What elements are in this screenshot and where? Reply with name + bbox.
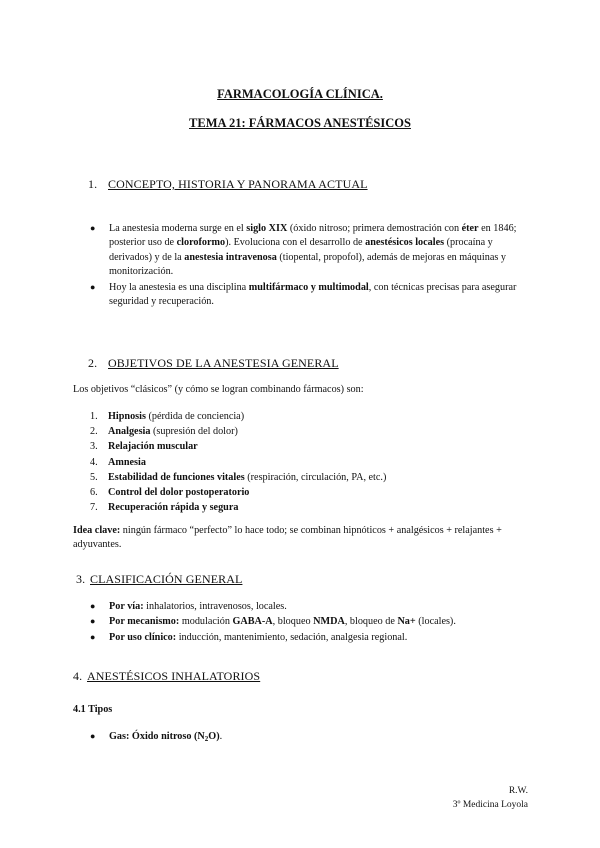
- bullet-icon: ●: [90, 631, 96, 642]
- bullet-icon: ●: [90, 616, 96, 627]
- footer-course: 3º Medicina Loyola: [452, 800, 528, 810]
- key-idea: [73, 524, 528, 553]
- section-3-title: CLASIFICACIÓN GENERAL: [90, 572, 243, 586]
- list-item: 7. Recuperación rápida y segura: [90, 502, 239, 514]
- bullet-icon: ●: [90, 281, 96, 292]
- list-item: 6. Control del dolor postoperatorio: [90, 487, 250, 499]
- list-item: 2. Analgesia (supresión del dolor): [90, 426, 238, 438]
- section-4-title: ANESTÉSICOS INHALATORIOS: [87, 669, 261, 683]
- section-2-title: OBJETIVOS DE LA ANESTESIA GENERAL: [108, 356, 339, 370]
- document-subtitle: TEMA 21: FÁRMACOS ANESTÉSICOS: [189, 116, 411, 130]
- section-1-title: CONCEPTO, HISTORIA Y PANORAMA ACTUAL: [108, 177, 368, 191]
- section-4-bullets: [88, 730, 528, 746]
- section-3-number: 3.: [76, 572, 86, 586]
- objectives-list: [90, 409, 386, 515]
- document-title: FARMACOLOGÍA CLÍNICA.: [217, 87, 383, 101]
- list-item: 5. Estabilidad de funciones vitales (respiración, circulación, PA, etc.): [90, 471, 387, 483]
- list-item: ● Por uso clínico: inducción, mantenimiento, sedación, analgesia regional.: [90, 631, 408, 643]
- footer-author: R.W.: [508, 786, 528, 796]
- section-3-heading: [76, 571, 242, 588]
- list-item: 4. Amnesia: [90, 456, 146, 468]
- bullet-icon: ●: [90, 601, 96, 611]
- section-4-heading: [73, 668, 260, 685]
- subsection-4-1-title: 4.1 Tipos: [73, 704, 113, 715]
- section-1-number: 1.: [88, 177, 98, 191]
- list-item: ● Por mecanismo: modulación GABA-A, bloqueo NMDA, bloqueo de Na+ (locales).: [90, 616, 456, 628]
- list-item: ● La anestesia moderna surge en el siglo XIX (óxido nitroso; primera demostración con éter en 1846; posterior uso de cloroformo). Evoluciona con el desarrollo de anestésicos locales (procaína y derivados) y de la anestesia intravenosa (tiopental, propofol), además de mejoras en máquinas y monitorización.: [90, 223, 517, 278]
- section-2-number: 2.: [88, 356, 98, 370]
- key-idea-text: ningún fármaco “perfecto” lo hace todo; se combinan hipnóticos + analgésicos + relajantes + adyuvantes.: [73, 525, 502, 551]
- section-2-intro: Los objetivos “clásicos” (y cómo se logran combinando fármacos) son:: [73, 384, 364, 395]
- list-item: 3. Relajación muscular: [90, 441, 198, 453]
- list-item: ● Gas: Óxido nitroso $(N_2O)$.: [90, 731, 223, 743]
- section-4-number: 4.: [73, 669, 83, 683]
- section-3-bullets: [88, 600, 528, 646]
- list-item: ● Por vía: inhalatorios, intravenosos, locales.: [90, 601, 287, 612]
- list-item: 1. Hipnosis (pérdida de conciencia): [90, 411, 245, 422]
- list-item: ● Hoy la anestesia es una disciplina multifármaco y multimodal, con técnicas precisas para asegurar seguridad y recuperación.: [90, 281, 517, 308]
- section-1-bullets: [88, 222, 528, 311]
- section-1-heading: [88, 176, 368, 193]
- bullet-icon: ●: [90, 223, 96, 233]
- section-2-heading: [88, 355, 339, 372]
- bullet-icon: ●: [90, 731, 96, 741]
- key-idea-label: Idea clave:: [73, 525, 121, 536]
